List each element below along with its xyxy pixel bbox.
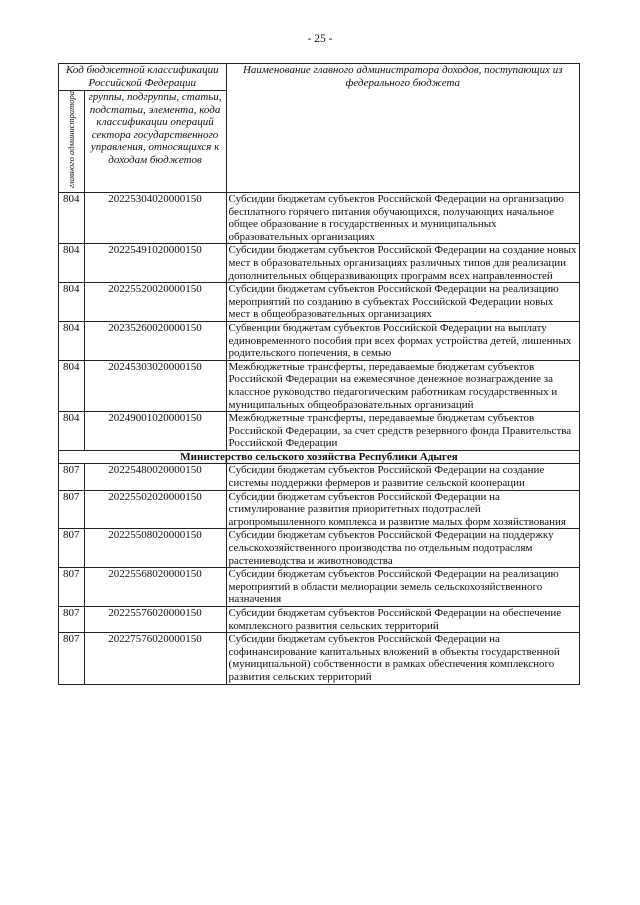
revenue-name-cell: Межбюджетные трансферты, передаваемые бюджетам субъектов Российской Федерации на ежемесячное денежное вознаграждение за классное руководство педагогическим работникам государственных и муниципальных общеобразовательных организаций [226, 360, 579, 411]
admin-code-cell: 804 [59, 283, 85, 322]
revenue-name-cell: Субсидии бюджетам субъектов Российской Федерации на создание системы поддержки фермеров и развитие сельской кооперации [226, 464, 579, 490]
table-row [59, 607, 580, 633]
classification-code-cell: 20225520020000150 [84, 283, 226, 322]
table-row [59, 283, 580, 322]
table-row [59, 464, 580, 490]
admin-code-cell: 807 [59, 568, 85, 607]
header-name-column: Наименование главного администратора доходов, поступающих из федерального бюджета [226, 64, 579, 193]
revenue-name-cell: Субсидии бюджетам субъектов Российской Федерации на поддержку сельскохозяйственного производства по отдельным подотраслям растениеводства и животноводства [226, 529, 579, 568]
revenue-name-cell: Субвенции бюджетам субъектов Российской Федерации на выплату единовременного пособия при всех формах устройства детей, лишенных родительского попечения, в семью [226, 321, 579, 360]
classification-code-cell: 20225576020000150 [84, 607, 226, 633]
classification-code-cell: 20225502020000150 [84, 490, 226, 529]
revenue-name-cell: Субсидии бюджетам субъектов Российской Федерации на стимулирование развития приоритетных подотраслей агропромышленного комплекса и развитие малых форм хозяйствования [226, 490, 579, 529]
header-admin-column [59, 91, 85, 193]
table-row [59, 244, 580, 283]
table-row [59, 321, 580, 360]
header-subgroups-column: группы, подгруппы, статьи, подстатьи, элемента, кода классификации операций сектора государственного управления, относящихся к доходам бюджетов [84, 91, 226, 193]
revenue-name-cell: Субсидии бюджетам субъектов Российской Федерации на реализацию мероприятий в области мелиорации земель сельскохозяйственного назначения [226, 568, 579, 607]
classification-code-cell: 20225491020000150 [84, 244, 226, 283]
revenue-name-cell: Субсидии бюджетам субъектов Российской Федерации на обеспечение комплексного развития сельских территорий [226, 607, 579, 633]
admin-code-cell: 804 [59, 360, 85, 411]
table-row [59, 360, 580, 411]
admin-code-cell: 804 [59, 193, 85, 244]
revenue-name-cell: Субсидии бюджетам субъектов Российской Федерации на софинансирование капитальных вложений в объекты государственной (муниципальной) собственности в рамках обеспечения комплексного развития сельских территорий [226, 633, 579, 684]
section-title: Министерство сельского хозяйства Республики Адыгея [59, 450, 580, 464]
table-row [59, 633, 580, 684]
admin-code-cell: 807 [59, 464, 85, 490]
table-row [59, 529, 580, 568]
table-row [59, 568, 580, 607]
revenue-name-cell: Субсидии бюджетам субъектов Российской Федерации на реализацию мероприятий по созданию в субъектах Российской Федерации новых мест в общеобразовательных организациях [226, 283, 579, 322]
admin-code-cell: 807 [59, 633, 85, 684]
classification-code-cell: 20227576020000150 [84, 633, 226, 684]
classification-code-cell: 20245303020000150 [84, 360, 226, 411]
classification-code-cell: 20249001020000150 [84, 412, 226, 451]
header-code-group: Код бюджетной классификации Российской Федерации [59, 64, 227, 91]
admin-code-cell: 804 [59, 244, 85, 283]
revenue-name-cell: Субсидии бюджетам субъектов Российской Федерации на создание новых мест в образовательных организациях различных типов для реализации дополнительных общеразвивающих программ всех направленностей [226, 244, 579, 283]
admin-code-cell: 804 [59, 412, 85, 451]
table-row [59, 490, 580, 529]
table-row [59, 193, 580, 244]
classification-code-cell: 20225480020000150 [84, 464, 226, 490]
admin-code-cell: 804 [59, 321, 85, 360]
page-number: - 25 - [307, 33, 333, 45]
table-row [59, 412, 580, 451]
budget-classification-table [58, 63, 580, 685]
admin-code-cell: 807 [59, 607, 85, 633]
revenue-name-cell: Межбюджетные трансферты, передаваемые бюджетам субъектов Российской Федерации, за счет средств резервного фонда Правительства Российской Федерации [226, 412, 579, 451]
header-row-top [59, 64, 580, 91]
classification-code-cell: 20235260020000150 [84, 321, 226, 360]
classification-code-cell: 20225304020000150 [84, 193, 226, 244]
admin-code-cell: 807 [59, 529, 85, 568]
header-admin-label: главного администратора [65, 91, 76, 189]
admin-code-cell: 807 [59, 490, 85, 529]
classification-code-cell: 20225568020000150 [84, 568, 226, 607]
classification-code-cell: 20225508020000150 [84, 529, 226, 568]
section-header-row [59, 450, 580, 464]
revenue-name-cell: Субсидии бюджетам субъектов Российской Федерации на организацию бесплатного горячего питания обучающихся, получающих начальное общее образование в государственных и муниципальных образовательных организациях [226, 193, 579, 244]
